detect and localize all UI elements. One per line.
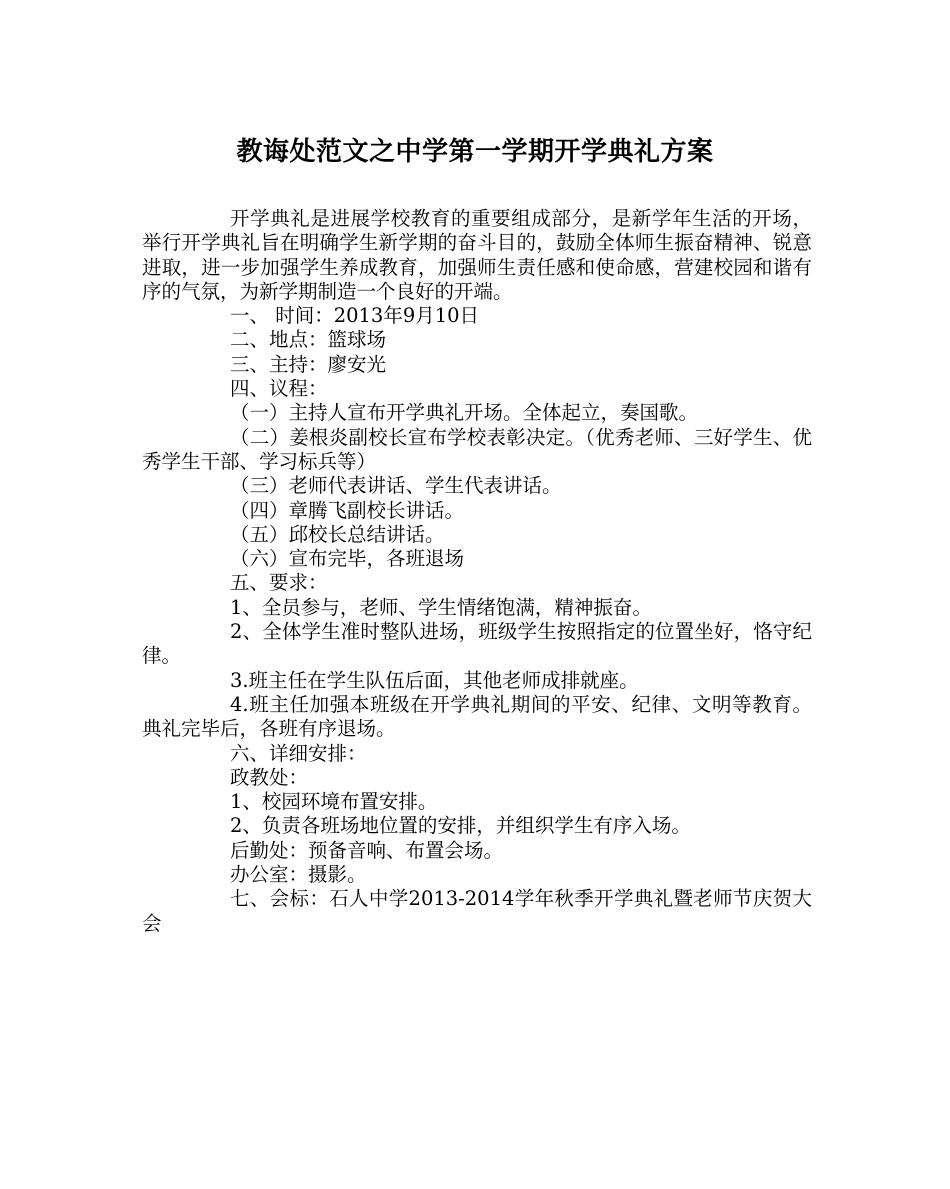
document-body <box>142 207 812 936</box>
paragraph-host: 三、主持：廖安光 <box>230 352 387 376</box>
paragraph-time: 一、 时间：2013年9月10日 <box>230 304 480 328</box>
agenda-item-1: （一）主持人宣布开学典礼开场。全体起立，奏国歌。 <box>230 401 699 425</box>
arrangement-item-2: 2、负责各班场地位置的安排，并组织学生有序入场。 <box>230 814 691 838</box>
agenda-item-2: （二）姜根炎副校长宣布学校表彰决定。（优秀老师、三好学生、优秀学生干部、学习标兵等） <box>142 425 812 473</box>
agenda-item-5: （五）邱校长总结讲话。 <box>230 522 445 546</box>
agenda-item-3: （三）老师代表讲话、学生代表讲话。 <box>230 474 562 498</box>
paragraph-agenda-heading: 四、议程： <box>230 377 328 401</box>
agenda-item-6: （六）宣布完毕，各班退场 <box>230 547 465 571</box>
requirement-item-4: 4.班主任加强本班级在开学典礼期间的平安、纪律、文明等教育。典礼完毕后，各班有序退场。 <box>142 692 812 741</box>
paragraph-intro: 开学典礼是进展学校教育的重要组成部分，是新学年生活的开场，举行开学典礼旨在明确学生新学期的奋斗目的，鼓励全体师生振奋精神、锐意进取，进一步加强学生养成教育，加强师生责任感和使命感，营建校园和谐有序的气氛，为新学期制造一个良好的开端。 <box>142 207 812 303</box>
paragraph-requirements-heading: 五、要求： <box>230 571 328 595</box>
arrangement-politics-office: 政教处： <box>230 765 309 789</box>
arrangement-item-1: 1、校园环境布置安排。 <box>230 790 438 814</box>
requirement-item-2: 2、全体学生准时整队进场，班级学生按照指定的位置坐好，恪守纪律。 <box>142 620 812 668</box>
arrangement-logistics: 后勤处：预备音响、布置会场。 <box>230 838 504 862</box>
paragraph-arrangement-heading: 六、详细安排： <box>230 741 367 765</box>
page-title: 教诲处范文之中学第一学期开学典礼方案 <box>236 137 714 167</box>
requirement-item-3: 3.班主任在学生队伍后面，其他老师成排就座。 <box>230 668 639 692</box>
paragraph-banner: 七、会标：石人中学2013-2014学年秋季开学典礼暨老师节庆贺大会 <box>142 887 812 935</box>
arrangement-office: 办公室：摄影。 <box>230 863 367 887</box>
paragraph-location: 二、地点：篮球场 <box>230 328 387 352</box>
requirement-item-1: 1、全员参与，老师、学生情绪饱满，精神振奋。 <box>230 595 652 619</box>
agenda-item-4: （四）章腾飞副校长讲话。 <box>230 498 465 522</box>
